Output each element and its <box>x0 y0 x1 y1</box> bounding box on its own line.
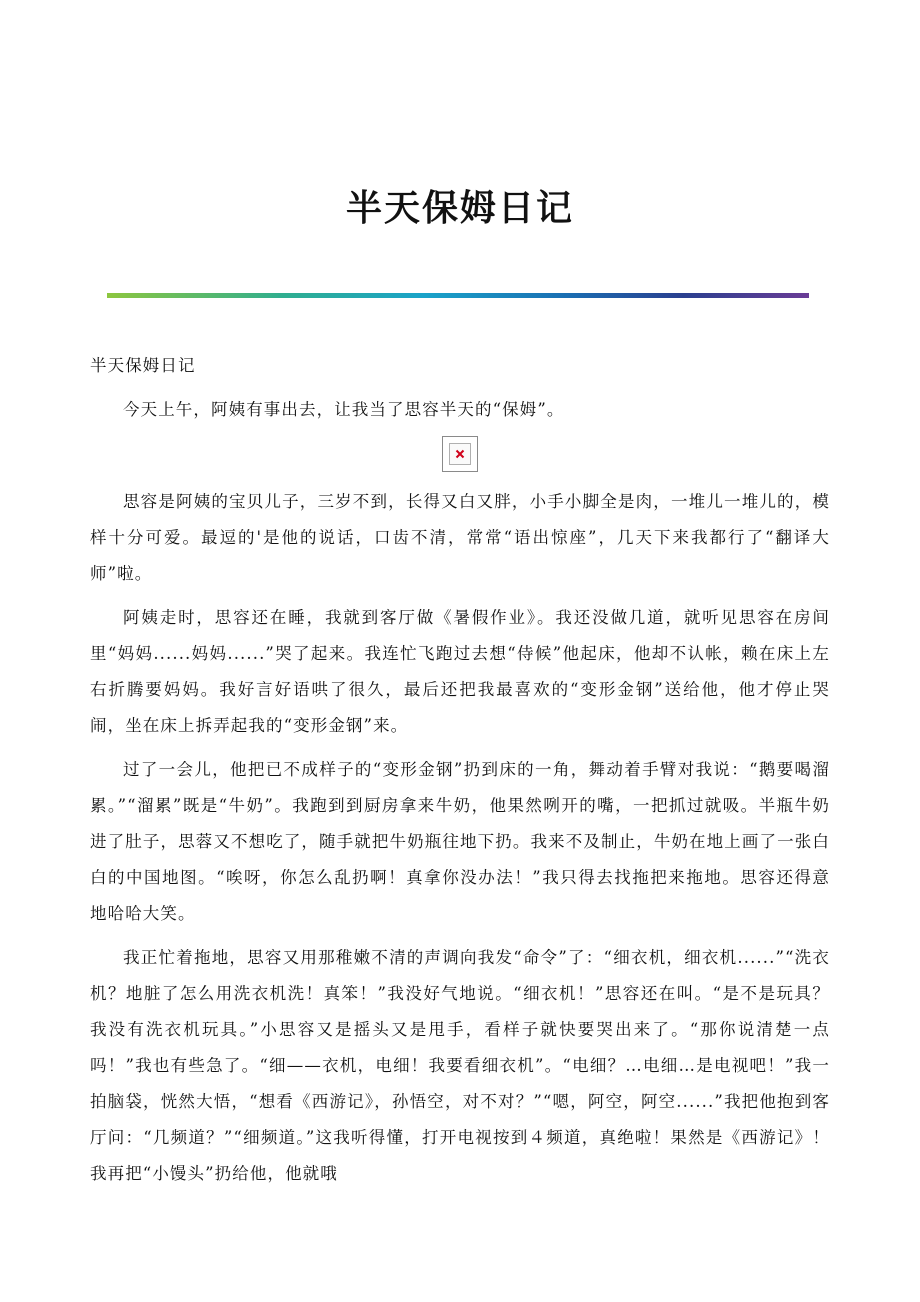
broken-image-frame <box>449 443 471 465</box>
title-divider <box>107 293 809 298</box>
image-placeholder <box>442 436 478 472</box>
document-subtitle: 半天保姆日记 <box>90 356 196 375</box>
paragraph-3: 阿姨走时，思容还在睡，我就到客厅做《暑假作业》。我还没做几道，就听见思容在房间里“妈妈......妈妈......”哭了起来。我连忙飞跑过去想“侍候”他起床，他却不认帐，赖在床上左右折腾要妈妈。我好言好语哄了很久，最后还把我最喜欢的“变形金钢”送给他，他才停止哭闹，坐在床上拆弄起我的“变形金钢”来。 <box>90 608 830 735</box>
document-title: 半天保姆日记 <box>345 188 574 229</box>
paragraph-4: 过了一会儿，他把已不成样子的“变形金钢”扔到床的一角，舞动着手臂对我说：“鹅要喝溜累。”“溜累”既是“牛奶”。我跑到到厨房拿来牛奶，他果然咧开的嘴，一把抓过就吸。半瓶牛奶进了肚子，思蓉又不想吃了，随手就把牛奶瓶往地下扔。我来不及制止，牛奶在地上画了一张白白的中国地图。“唉呀，你怎么乱扔啊！真拿你没办法！”我只得去找拖把来拖地。思容还得意地哈哈大笑。 <box>90 760 830 923</box>
paragraph-5: 我正忙着拖地，思容又用那稚嫩不清的声调向我发“命令”了：“细衣机，细衣机......”“洗衣机？地脏了怎么用洗衣机洗！真笨！”我没好气地说。“细衣机！”思容还在叫。“是不是玩具？我没有洗衣机玩具。”小思容又是摇头又是甩手，看样子就快要哭出来了。“那你说清楚一点吗！”我也有些急了。“细——衣机，电细！我要看细衣机”。“电细？…电细…是电视吧！”我一拍脑袋，恍然大悟，“想看《西游记》，孙悟空，对不对？”“嗯，阿空，阿空......”我把他抱到客厅问：“几频道？”“细频道。”这我听得懂，打开电视按到４频道，真绝啦！果然是《西游记》！我再把“小馒头”扔给他，他就哦 <box>90 948 830 1183</box>
paragraph-1: 今天上午，阿姨有事出去，让我当了思容半天的“保姆”。 <box>123 400 565 419</box>
document-body <box>90 348 830 1200</box>
paragraph-2: 思容是阿姨的宝贝儿子，三岁不到，长得又白又胖，小手小脚全是肉，一堆儿一堆儿的，模样十分可爱。最逗的'是他的说话，口齿不清，常常“语出惊座”，几天下来我都行了“翻译大师”啦。 <box>90 492 830 583</box>
broken-image-icon <box>455 449 465 459</box>
